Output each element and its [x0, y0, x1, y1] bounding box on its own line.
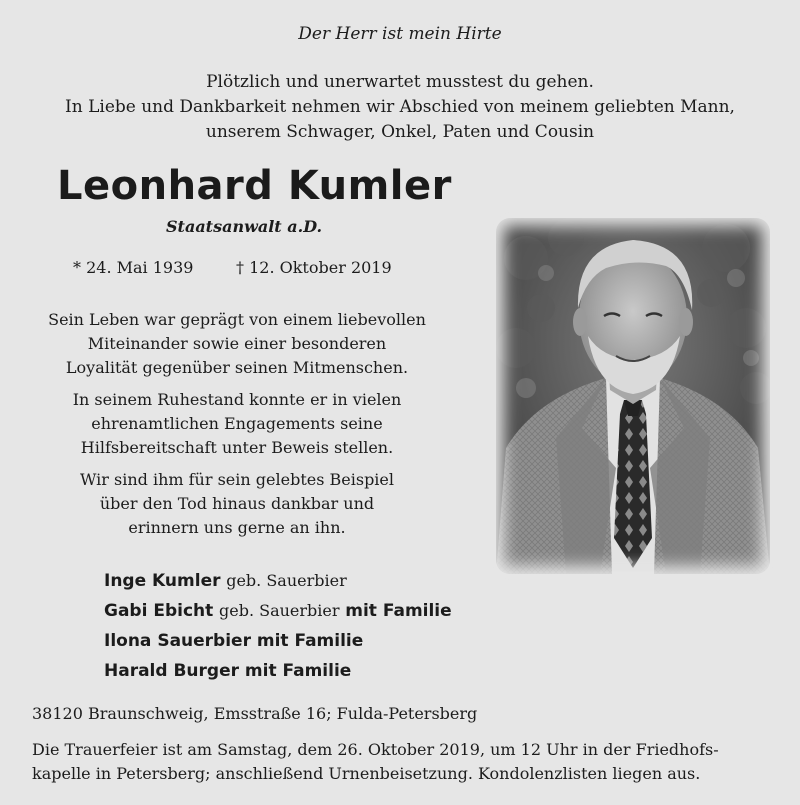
mourner-note: geb. Sauerbier: [219, 601, 340, 620]
tribute-line: über den Tod hinaus dankbar und: [99, 494, 375, 513]
mourner-name: Harald Burger mit Familie: [104, 661, 352, 681]
mourner-suffix: mit Familie: [345, 601, 452, 621]
tribute-line: erinnern uns gerne an ihn.: [128, 518, 346, 537]
mourner-name: Ilona Sauerbier mit Familie: [104, 631, 364, 651]
mourner-note: geb. Sauerbier: [226, 571, 347, 590]
tribute-line: ehrenamtlichen Engagements seine: [91, 414, 383, 433]
funeral-service-info: [32, 738, 719, 786]
birth-date: * 24. Mai 1939: [73, 258, 194, 277]
mourner-name: Gabi Ebicht: [104, 601, 214, 621]
motto: Der Herr ist mein Hirte: [298, 24, 502, 44]
tribute-line: Hilfsbereitschaft unter Beweis stellen.: [80, 438, 394, 457]
mourner-entry: [104, 596, 452, 626]
mourner-entry: [104, 626, 452, 656]
tribute-line: Sein Leben war geprägt von einem liebevollen: [48, 310, 426, 329]
deceased-name: Leonhard Kumler: [57, 163, 452, 209]
tribute-line: Wir sind ihm für sein gelebtes Beispiel: [79, 470, 395, 489]
mourner-entry: [104, 566, 452, 596]
mourner-name: Inge Kumler: [104, 571, 221, 591]
intro-line: unserem Schwager, Onkel, Paten und Cousin: [205, 122, 595, 142]
portrait-photo: [496, 218, 770, 574]
tribute-line: Loyalität gegenüber seinen Mitmenschen.: [65, 358, 409, 377]
intro-line: In Liebe und Dankbarkeit nehmen wir Abschied von meinem geliebten Mann,: [65, 97, 735, 117]
address: 38120 Braunschweig, Emsstraße 16; Fulda-Petersberg: [32, 704, 478, 723]
mourner-entry: [104, 656, 452, 686]
tribute-line: In seinem Ruhestand konnte er in vielen: [72, 390, 402, 409]
mourners-list: [104, 566, 452, 686]
service-line: kapelle in Petersberg; anschließend Urnenbeisetzung. Kondolenzlisten liegen aus.: [32, 764, 701, 783]
tribute-paragraph: [0, 388, 474, 460]
tribute-paragraph: [0, 308, 474, 380]
death-date: † 12. Oktober 2019: [236, 258, 392, 277]
deceased-title: Staatsanwalt a.D.: [166, 217, 323, 236]
tribute-line: Miteinander sowie einer besonderen: [87, 334, 387, 353]
tribute-paragraph: [0, 468, 474, 540]
intro-text: [0, 70, 800, 145]
intro-line: Plötzlich und unerwartet musstest du gehen.: [206, 72, 594, 92]
service-line: Die Trauerfeier ist am Samstag, dem 26. Oktober 2019, um 12 Uhr in der Friedhofs-: [32, 740, 719, 759]
